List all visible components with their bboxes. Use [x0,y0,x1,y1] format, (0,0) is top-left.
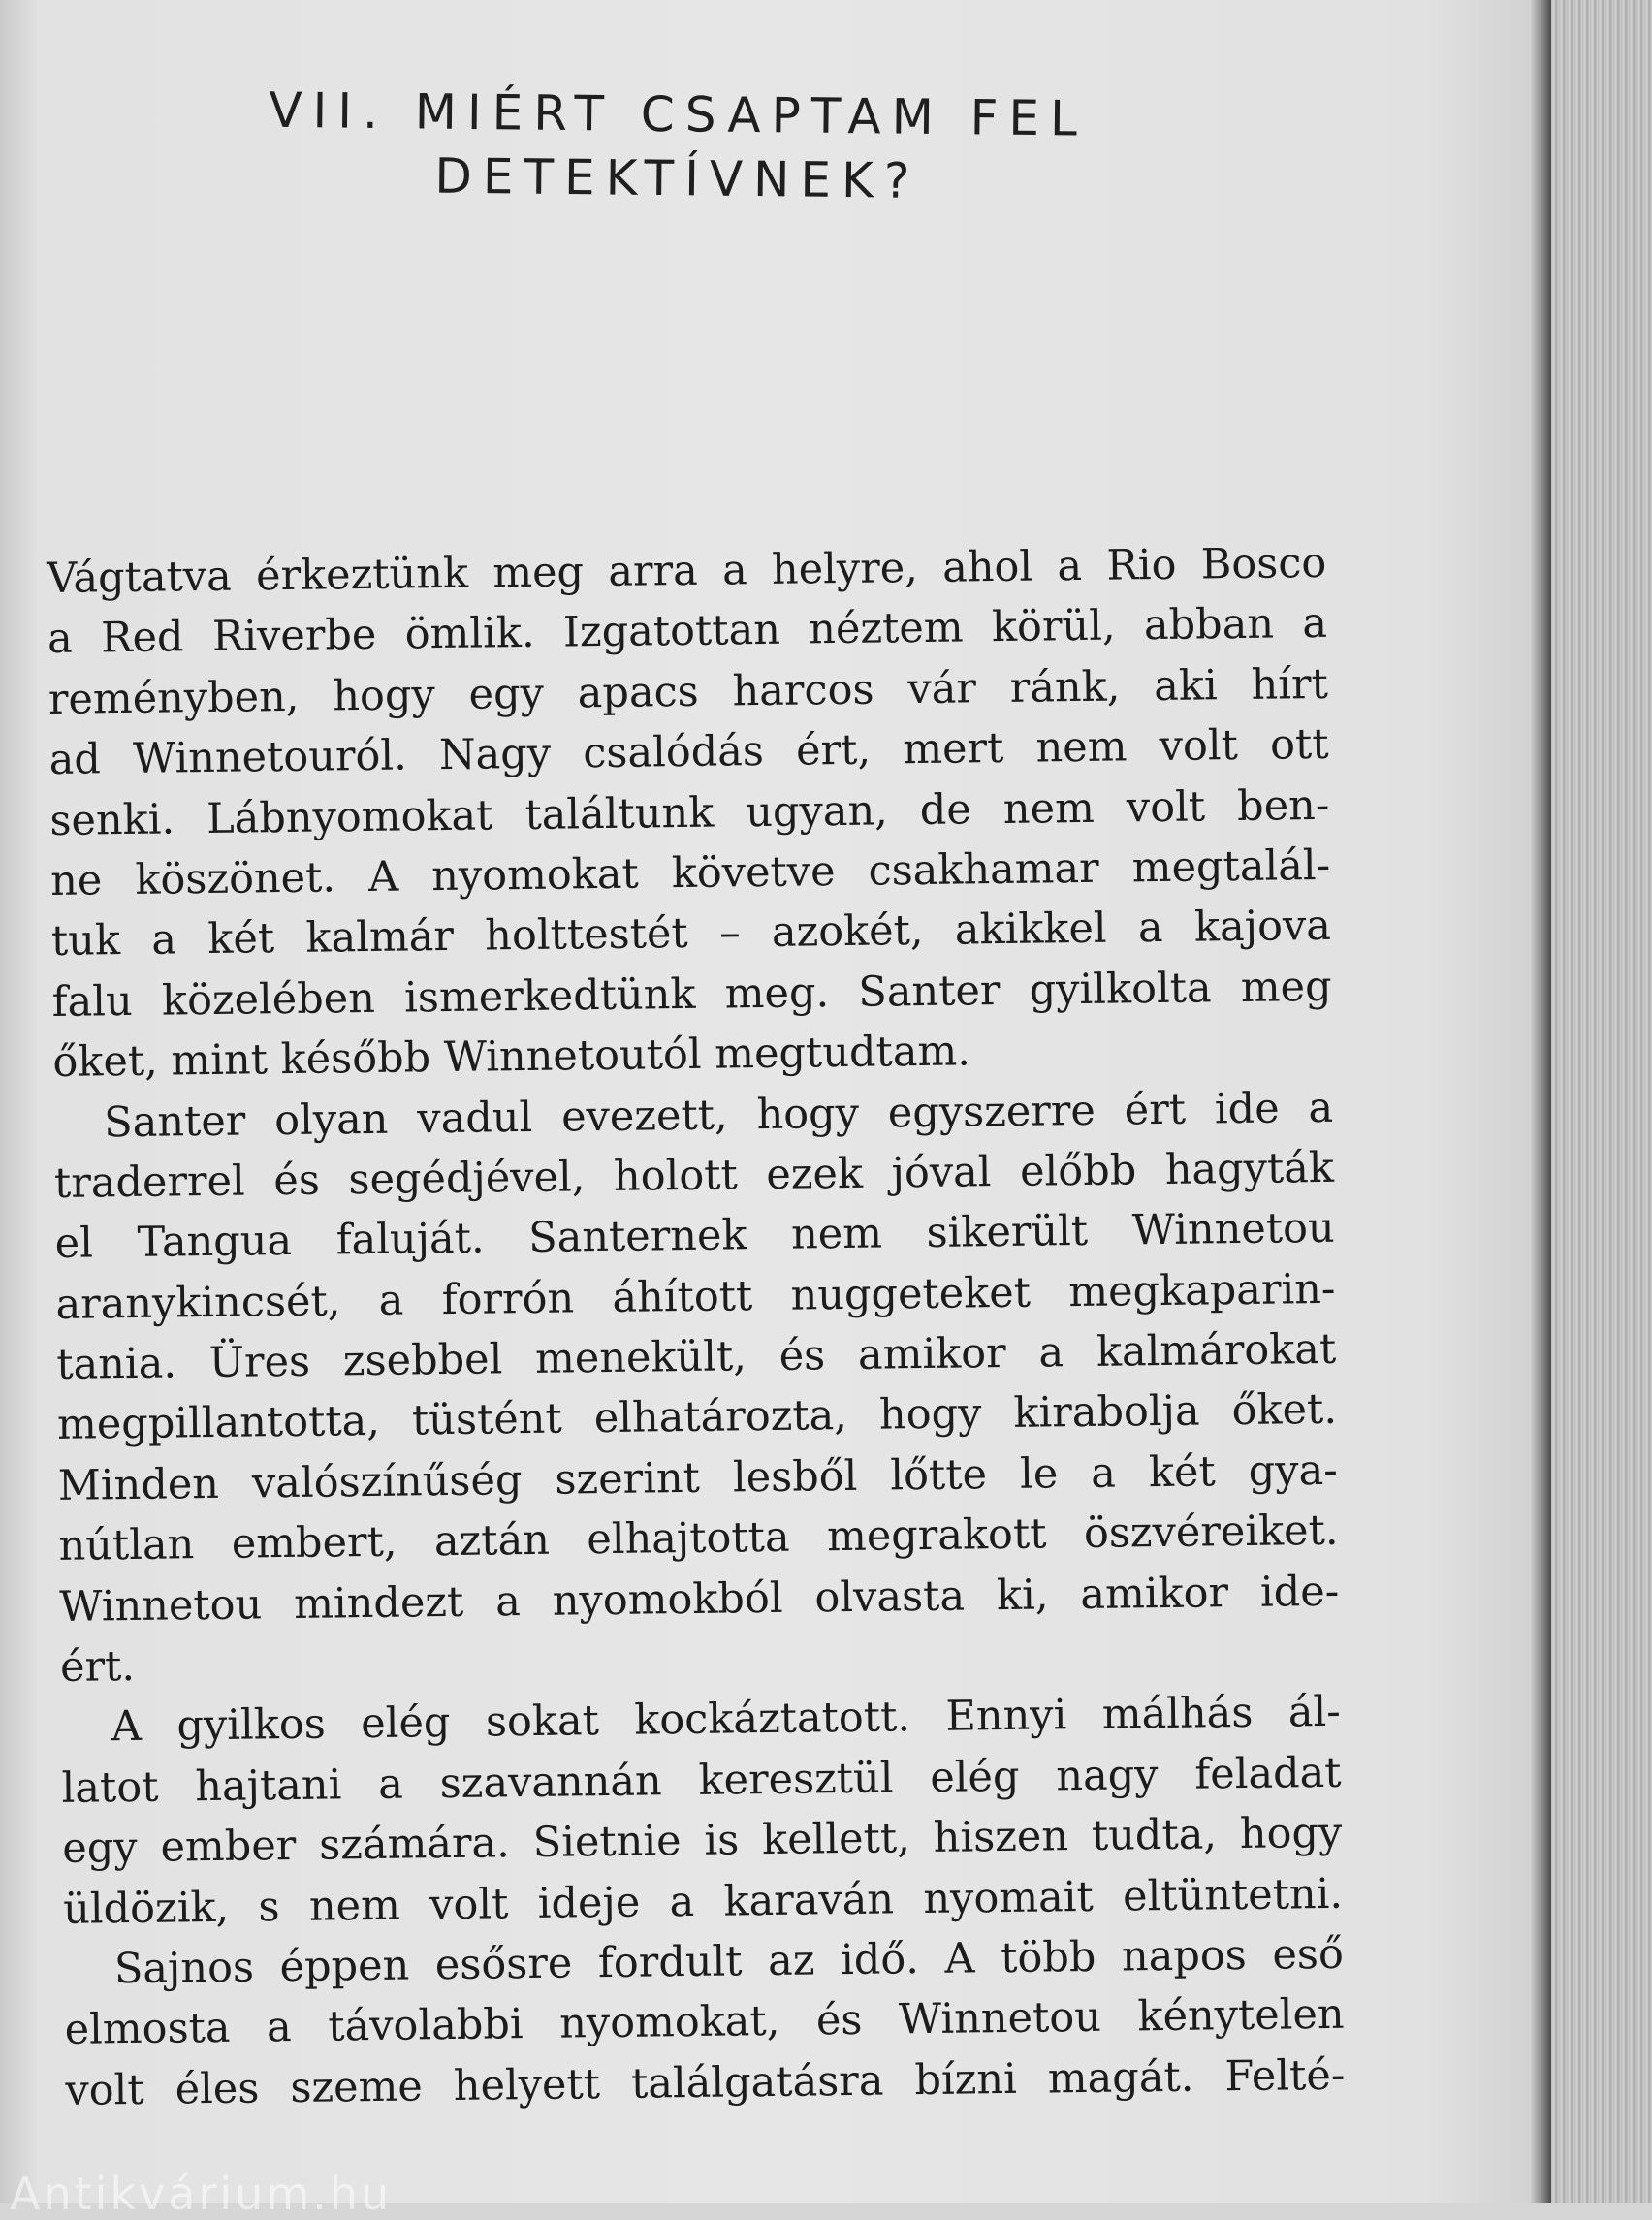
text-line: reményben, hogy egy apacs harcos vár ránk, aki hírt [48,659,1329,724]
text-line: traderrel és segédjével, holott ezek jóval előbb hagyták [53,1143,1335,1208]
text-line: Santer olyan vadul evezett, hogy egyszerre ért ide a [103,1083,1334,1147]
text-line: falu közelében ismerkedtünk meg. Santer gyilkolta meg [51,962,1332,1027]
text-line: ne köszönet. A nyomokat követve csakhamar megtalál- [49,840,1331,905]
text-line: egy ember számára. Sietnie is kellett, hiszen tudta, hogy [62,1808,1343,1874]
text-line: nútlan embert, aztán elhajtotta megrakott öszvéreiket. [58,1506,1339,1571]
watermark: Antikvárium.hu [10,2168,393,2220]
paragraph-2 [53,1077,1341,1697]
chapter-title-line-2: DETEKTÍVNEK? [434,147,921,209]
text-line: ad Winnetouról. Nagy csalódás ért, mert nem volt ott [48,720,1329,785]
text-line: latot hajtani a szavannán keresztül elég nagy feladat [61,1748,1342,1813]
chapter-title [193,78,1163,215]
text-line: aranykincsét, a forrón áhított nuggeteket megkaparin- [55,1264,1336,1329]
text-line: ért. [59,1642,136,1692]
text-line: Vágtatva érkeztünk meg arra a helyre, ahol a Rio Bosco [47,538,1327,603]
text-line: a Red Riverbe ömlik. Izgatottan néztem körül, abban a [47,599,1328,664]
text-line: elmosta a távolabbi nyomokat, és Winnetou kénytelen [64,1990,1345,2055]
text-line: Sajnos éppen esősre fordult az idő. A több napos eső [113,1929,1345,1994]
text-line: A gyilkos elég sokat kockáztatott. Ennyi málhás ál- [111,1688,1342,1752]
text-line: tuk a két kalmár holttestét – azokét, akikkel a kajova [50,902,1332,967]
chapter-title-line-1: VII. MIÉRT CSAPTAM FEL [269,81,1089,147]
text-line: Winnetou mindezt a nyomokból olvasta ki, amikor ide- [59,1567,1340,1632]
paragraph-3 [60,1682,1343,1940]
text-line: üldözik, s nem volt ideje a karaván nyomait eltüntetni. [62,1869,1344,1934]
text-line: Minden valószínűség szerint lesből lőtte le a két gya- [57,1445,1339,1510]
page-edges [1551,0,1652,2203]
text-line: el Tangua faluját. Santernek nem sikerült Winnetou [54,1204,1335,1269]
paragraph-4 [64,1924,1346,2121]
text-line: volt éles szeme helyett találgatásra bízni magát. Felté- [65,2050,1346,2115]
text-line: senki. Lábnyomokat találtunk ugyan, de nem volt ben- [49,780,1330,845]
text-line: megpillantotta, tüstént elhatározta, hogy kirabolja őket. [56,1385,1338,1450]
text-line: őket, mint később Winnetoutól megtudtam. [52,1027,971,1088]
text-line: tania. Üres zsebbel menekült, és amikor a kalmárokat [55,1324,1337,1390]
body-text [47,533,1346,2121]
paragraph-1 [47,533,1333,1094]
binding-shadow [1530,0,1551,2203]
